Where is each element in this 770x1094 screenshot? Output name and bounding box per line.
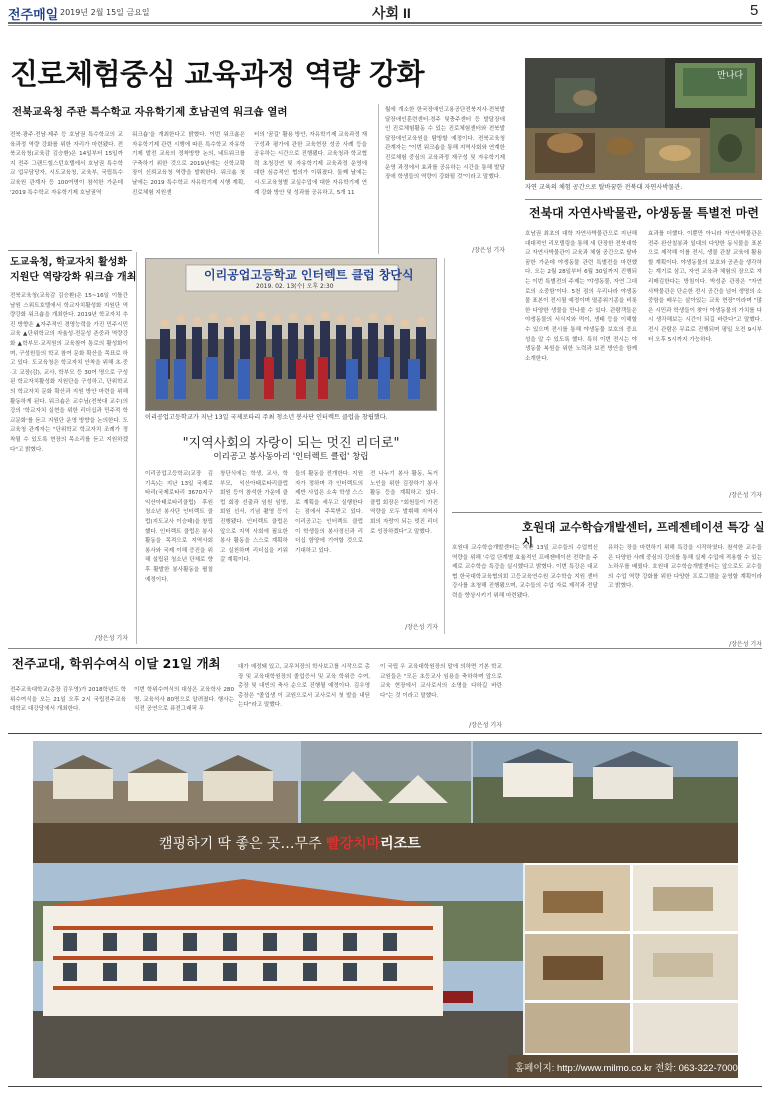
jeonju-byline: /장은성 기자 (469, 722, 502, 729)
association-headline-line2: 지원단 역량강화 워크숍 개최 (10, 272, 137, 283)
museum-col-2: 효과를 더했다. 이뿐만 아니라 자연사박물관은 전주 완산칠봉과 일대의 다양한 동식물을 표본으로 제작해 이를 전시, 생물 관찰 교육에 활용할 계획이다. 야생동물의 보호와 공존을 생각하는 계기로 삼고, 자연 교육과 체험의 장으로 자리매김한다는 방침이다. 박성준 관장은 "자연사박물관은 단순한 전시 공간을 넘어 생명의 소중함을 배우는 살아있는 교육 현장"이라며 "많은 시민과 학생들이 찾아 야생동물의 가치를 다시 생각해보는 시간이 되길 바란다"고 말했다. 전시 관람은 무료로 진행되며 평일 오전 9시부터 오후 5시까지 가능하다. (648, 231, 762, 343)
banner-title: 이리공업고등학교 인터렉트 클럽 창단식 (204, 268, 414, 282)
column-rule (378, 104, 379, 254)
ad-slogan-brand-accent: 빨강치마 (326, 836, 381, 852)
association-byline: /장은성 기자 (95, 635, 128, 642)
interact-col-3: 들의 활동을 전개한다. 지원자가 정하며 각 인터렉트의 제반 사업은 소속 학생 스스로 계획을 세우고 실행한다는 점에서 주목받고 있다. 이리공고는 인터렉트 클럽이 학생들의 봉사정신과 리더십 함양에 기여할 것으로 기대하고 있다. (295, 471, 363, 554)
column-rule (136, 252, 137, 644)
interact-photo-caption: 이리공업고등학교가 지난 13일 국제로타리 주최 청소년 봉사단 인터렉트 클럽을 창립했다. (145, 414, 388, 421)
ad-phone: 전화: 063-322-7000 (655, 1063, 738, 1074)
interact-club-photo (145, 258, 437, 411)
divider (8, 648, 762, 649)
page-number: 5 (750, 2, 759, 19)
association-body: 전북교육청(교육감 김승환)은 15~16일 이틀간 남원 스위트호텔에서 학교자치활성화 지원단 역량강화 워크숍을 개최한다. 2019년 학교자치 추진 방향은 ▲자주적인 경영능력을 가진 민주시민 교육 ▲단위학교의 자율성·전문성 존중과 역량강화 ▲학부모·교직원의 교육참여 통로의 활성화이며, 구성원들의 학교 참여 문화 확산을 목표로 하고 있다. 도교육청은 학교자치 안착을 위해 초·중·고 교장(감), 교사, 학부모 등 30여 명으로 구성된 학교자치활성화 지원단을 구성하고, 단위학교의 학교자치 문화 확산과 지원 방안 마련을 위해 활동하게 된다. 워크숍은 교수님(전북대 교수)의 강의 '학교자치 실현을 위한 리더십과 민주적 학교문화'를 듣고 지원단 운영 방향을 논의한다. 도교육청 관계자는 "단위학교 학교자치 조례가 정착될 수 있도록 현장의 목소리를 듣고 지원하겠다"고 밝혔다. (10, 293, 128, 453)
interact-byline: /장은성 기자 (405, 624, 438, 631)
museum-headline: 전북대 자연사박물관, 야생동물 특별전 마련 (529, 206, 759, 220)
jeonju-col-2: 이번 학위수여식의 대상은 교육학사 280명, 교육석사 80명으로 알려졌다. 행사는 식전 공연으로 퓨전그래픽 무 (134, 687, 234, 713)
museum-col-1: 호남권 최초의 대학 자연사박물관으로 지난해 대대적인 리모델링을 통해 새 단장한 전북대학교 자연사박물관이 교육과 체험 공간으로 탈바꿈한 가운데 야생동물 관련 특별전을 마련했다. 오는 2월 28일부터 6월 30일까지 진행되는 이번 특별전의 주제는 '야생동물, 자연 그대로의 소중함'이다. 5천 점의 우리나라 야생동물 표본이 전시될 예정이며 멸종위기종을 비롯한 다양한 생물을 만나볼 수 있다. 관람객들은 야생동물의 서식지와 먹이, 생태 등을 이해할 수 있으며 전시를 통해 야생동물 보호의 중요성을 알 수 있도록 했다. 특히 이번 전시는 야생동물 복원을 위한 노력과 보전 방안을 함께 소개한다. (525, 231, 637, 362)
divider (525, 199, 762, 200)
association-headline-line1: 도교육청, 학교자치 활성화 (10, 257, 128, 268)
interact-pull-quote: "지역사회의 자랑이 되는 멋진 리더로" (182, 436, 400, 451)
jeonju-col-4: 이 국립 우 교육대학원장의 말에 의하면 기본 학교 교원들은 "모든 초등교사 임용을 축하하며 앞으로 교육 현장에서 교사로서의 소명을 다하길 바란다"는 것 이라고 말했다. (380, 664, 502, 699)
ad-slogan-suffix: 리조트 (380, 836, 421, 852)
lead-subhead: 전북교육청 주관 특수학교 자유학기제 호남권역 워크숍 열려 (12, 106, 288, 118)
interact-col-1: 이리공업고등학교(교장 김기옥)는 지난 13일 국제로타리(국제로타리 3670지구 익산아태로타리클럽) 후원 청소년 봉사단 인터렉트 클럽(지도교사 이승태)을 창립했다. 인터렉트 클럽은 봉사활동을 목적으로 지역사회 봉사와 국제 이해 증진을 위해 설립된 청소년 단체로 향후 활발한 봉사활동을 펼칠 예정이다. (145, 471, 213, 583)
lead-byline: /장은성 기자 (472, 247, 505, 254)
interact-col-4: 전 나누기 봉사 활동, 독거노인을 위한 김장하기 봉사 활동 등을 계획하고 있다. 클럽 회장은 "회원들이 가진 역량을 모두 발휘해 지역사회의 자랑이 되는 멋진 리더로 성장하겠다"고 말했다. (370, 471, 438, 535)
interact-col-2: 창단식에는 학생, 교사, 학부모, 익산아태로타리클럽 회원 등이 참석한 가운데 클럽 회장 선출과 임원 임명, 회원 선서, 기념 촬영 등이 진행됐다. 인터렉트 클럽은 앞으로 지역 사회에 필요한 봉사 활동을 스스로 계획하고 실천하며 리더십을 키워갈 계획이다. (220, 471, 288, 564)
jeonju-headline: 전주교대, 학위수여식 이달 21일 개최 (12, 656, 221, 671)
column-rule (444, 258, 445, 634)
museum-sign-text: 만나다 (717, 71, 744, 81)
divider (8, 250, 132, 251)
hoseo-col-1: 호원대 교수학습개발센터는 지난 13일 교수들의 수업혁신 역량을 위해 '수업 단계별 효율적인 프레젠테이션 전략'을 주제로 교수학습 특강을 실시했다고 밝혔다. 이번 특강은 대교협 한국대학교육협의회 고등교육연수원 교수학습 지원 센터 강사를 초청해 진행됐으며, 교수들의 수업 자료 제작과 전달력을 향상시키기 위해 마련됐다. (452, 545, 598, 599)
jeonju-col-3: 대가 예정돼 있고, 교무처장의 학사보고를 시작으로 총장 및 교육대학원장의 졸업증서 및 교육 학위증 수여, 총장 및 내빈의 축사 순으로 진행될 예정이다. 김우영 총장은 "졸업생 이 교원으로서 교사로서 첫 발을 내딛는다"라고 말했다. (238, 664, 370, 709)
resort-photo-collage (33, 741, 738, 1078)
lead-col-4: 월에 개소한 한국장애인고용공단전북지사·전북발달장애인훈련센터·경주 및충주센터 등 발달장애인 진로체험활동 수 있는 진로체험센터와 전북발달장애인교육원을 탐방할 예정이다. 전북교육청 관계자는 "이번 워크숍을 통해 지역사회와 연계한 진로체험 중심의 교육과정 재구성 및 자유학기제 운영 과정에서 효과를 공유하는 시간을 통해 발달장애 학생들의 역량이 강화될 것"이라고 말했다. (385, 107, 505, 181)
issue-date: 2019년 2월 15일 금요일 (60, 8, 150, 17)
ad-slogan-prefix: 캠핑하기 딱 좋은 곳…무주 (159, 836, 322, 852)
ad-slogan (159, 833, 421, 853)
resort-advertisement (33, 741, 738, 1078)
hoseo-headline: 호원대 교수학습개발센터, 프레젠테이션 특강 실시 (522, 520, 765, 549)
jeonju-col-1: 전주교육대학교(총장 김우영)가 2018학년도 학위수여식을 오는 21일 오후 2시 국립전주교육대학교 대강당에서 개최한다. (10, 687, 126, 713)
lead-col-2: 워크숍'을 개최한다고 밝혔다. 이번 워크숍은 자유학기제 관련 시행에 따른 특수학교 자유학기제 발전 교육의 정착방향 논의, 네트워크를 구축하기 위한 것으로 2019년에는 신학교확장이 신뢰교육청 역량을 발휘한다. 워크숍 첫 날에는 2019 특수학교 자유학기제 시행 계획, 진로체험 지원센 (132, 132, 245, 196)
section-title: 사회 II (372, 5, 411, 21)
lead-col-1: 전북·광주·전남·제주 등 호남권 특수학교의 교육과정 역량 강화를 위한 자리가 마련됐다. 전북교육청(교육감 김승환)은 14일부터 15일까지 전주 그랜드힐스턴호텔에서 호남권 특수학교 업무담당자, 시도교육청, 교육부, 국립특수교육원 관계자 등 100여명이 참석한 가운데 '2019 특수학교 자유학기제 호남권역 (10, 132, 123, 196)
divider (452, 512, 762, 513)
masthead-rule-thin (8, 25, 762, 26)
paper-logo: 전주매일 (8, 7, 59, 22)
museum-photo-caption: 자연 교육의 체험 공간으로 탈바꿈한 전북대 자연사박물관. (525, 184, 683, 191)
banner-date: 2019. 02. 13(수) 오후 2:30 (256, 283, 334, 290)
lead-headline: 진로체험중심 교육과정 역량 강화 (10, 57, 424, 91)
museum-byline: /장은성 기자 (729, 492, 762, 499)
museum-photo (525, 58, 762, 180)
lead-col-3: 터의 '꿈길' 활용 방안, 자유학기제 교육과정 재구성과 평가에 관한 교육현장 성공 사례 등을 공유하는 시간으로 진행됐다. 교육청과 학교협력 초청강연 및 자유학기제 교육과정 운영에 대한 심층적인 협의가 이뤄졌다. 둘째 날에는 시·도교육청별 교실수업에 대한 자유학기제 연계 강화 방안 및 성과를 공유하고, 5개 11 (254, 132, 367, 196)
ad-border-top (8, 733, 762, 734)
hoseo-byline: /장은성 기자 (729, 641, 762, 648)
ad-website[interactable]: 홈페이지: http://www.milmo.co.kr (515, 1063, 653, 1074)
hoseo-col-2: 유하는 장을 마련하기 위해 특강을 시작하였다. 참석한 교수들은 다양한 사례 중심의 강의를 통해 실제 수업에 적용할 수 있는 노하우를 배웠다. 호원대 교수학습개발센터는 앞으로도 교수들의 수업 역량 강화를 위한 다양한 프로그램을 운영할 계획이라고 밝혔다. (608, 545, 762, 590)
interact-subhead: 이리공고 봉사동아리 '인터렉트 클럽' 창립 (213, 452, 369, 462)
ad-border-bottom (8, 1086, 762, 1087)
masthead-rule (8, 22, 762, 24)
